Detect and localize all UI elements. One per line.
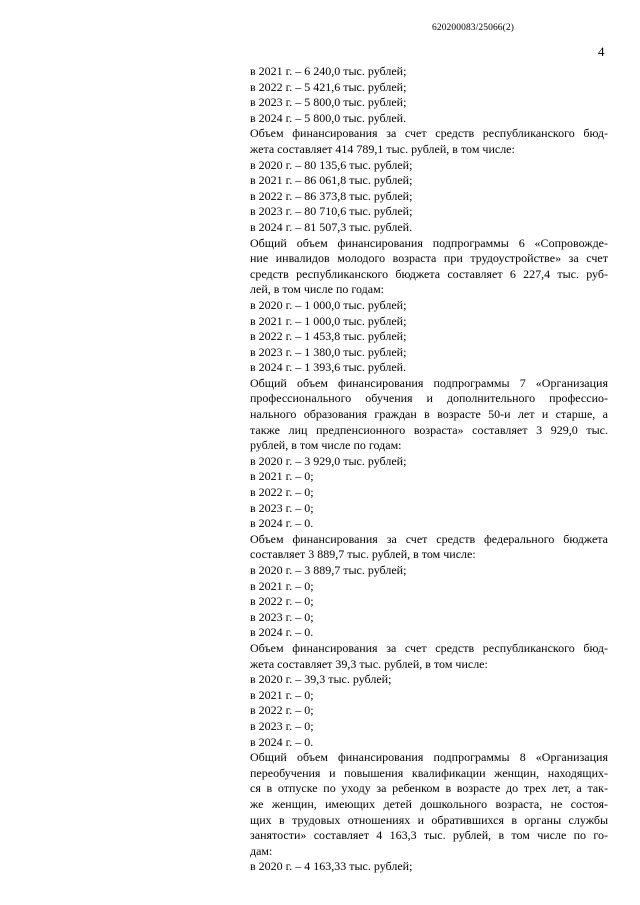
text-line: Объем финансирования за счет средств федерального бюджета bbox=[250, 531, 608, 546]
text-line: средств республиканского бюджета составляет 6 227,4 тыс. руб- bbox=[250, 266, 608, 281]
text-line: Объем финансирования за счет средств республиканского бюд- bbox=[250, 640, 608, 655]
text-line: рублей, в том числе по годам: bbox=[250, 438, 402, 453]
text-line: лей, в том числе по годам: bbox=[250, 282, 385, 297]
text-line: в 2024 г. – 0. bbox=[250, 516, 314, 531]
text-line: в 2020 г. – 39,3 тыс. рублей; bbox=[250, 672, 392, 687]
text-line: в 2020 г. – 80 135,6 тыс. рублей; bbox=[250, 157, 413, 172]
page-number: 4 bbox=[598, 44, 605, 59]
text-line: переобучения и повышения квалификации женщин, находящих- bbox=[250, 765, 608, 780]
text-line: жета составляет 414 789,1 тыс. рублей, в том числе: bbox=[250, 141, 515, 156]
text-line: в 2024 г. – 1 393,6 тыс. рублей. bbox=[250, 360, 407, 375]
text-line: в 2020 г. – 4 163,33 тыс. рублей; bbox=[250, 859, 413, 874]
text-line: в 2020 г. – 3 929,0 тыс. рублей; bbox=[250, 453, 407, 468]
text-line: в 2023 г. – 0; bbox=[250, 500, 314, 515]
text-line: занятости» составляет 4 163,3 тыс. рублей, в том числе по го- bbox=[250, 828, 608, 843]
text-line: в 2020 г. – 1 000,0 тыс. рублей; bbox=[250, 297, 407, 312]
text-line: в 2023 г. – 5 800,0 тыс. рублей; bbox=[250, 95, 407, 110]
text-line: также лиц предпенсионного возраста» составляет 3 929,0 тыс. bbox=[250, 422, 608, 437]
text-line: нального образования граждан в возрасте 50-и лет и старше, а bbox=[250, 407, 608, 422]
text-line: Объем финансирования за счет средств республиканского бюд- bbox=[250, 126, 608, 141]
text-line: дам: bbox=[250, 843, 273, 858]
text-line: в 2023 г. – 1 380,0 тыс. рублей; bbox=[250, 344, 407, 359]
document-id: 620200083/25066(2) bbox=[432, 23, 515, 33]
document-body bbox=[250, 64, 608, 875]
text-line: Общий объем финансирования подпрограммы 7 «Организация bbox=[250, 375, 608, 390]
text-line: в 2024 г. – 5 800,0 тыс. рублей. bbox=[250, 110, 407, 125]
text-line: в 2024 г. – 81 507,3 тыс. рублей. bbox=[250, 219, 413, 234]
text-line: в 2021 г. – 6 240,0 тыс. рублей; bbox=[250, 64, 407, 78]
text-line: в 2024 г. – 0. bbox=[250, 734, 314, 749]
text-line: в 2021 г. – 1 000,0 тыс. рублей; bbox=[250, 313, 407, 328]
text-line: в 2022 г. – 86 373,8 тыс. рублей; bbox=[250, 188, 413, 203]
text-line: ся в отпуске по уходу за ребенком в возрасте до трех лет, а так- bbox=[250, 781, 608, 796]
text-line: щих в трудовых отношениях и обратившихся в органы службы bbox=[250, 812, 608, 827]
text-line: в 2022 г. – 5 421,6 тыс. рублей; bbox=[250, 79, 407, 94]
text-line: в 2022 г. – 0; bbox=[250, 485, 314, 500]
text-line: в 2021 г. – 0; bbox=[250, 687, 314, 702]
text-line: в 2022 г. – 0; bbox=[250, 594, 314, 609]
text-line: Общий объем финансирования подпрограммы 6 «Сопровожде- bbox=[250, 235, 608, 250]
text-line: в 2021 г. – 86 061,8 тыс. рублей; bbox=[250, 173, 413, 188]
text-line: жета составляет 39,3 тыс. рублей, в том числе: bbox=[250, 656, 488, 671]
text-line: в 2023 г. – 0; bbox=[250, 718, 314, 733]
text-line: Общий объем финансирования подпрограммы 8 «Организация bbox=[250, 750, 608, 765]
text-line: же женщин, имеющих детей дошкольного возраста, не состоя- bbox=[250, 796, 608, 811]
text-line: в 2024 г. – 0. bbox=[250, 625, 314, 640]
text-line: в 2022 г. – 1 453,8 тыс. рублей; bbox=[250, 329, 407, 344]
text-line: в 2022 г. – 0; bbox=[250, 703, 314, 718]
text-line: в 2021 г. – 0; bbox=[250, 578, 314, 593]
text-line: ние инвалидов молодого возраста при трудоустройстве» за счет bbox=[250, 251, 608, 266]
text-line: в 2023 г. – 0; bbox=[250, 609, 314, 624]
text-line: в 2023 г. – 80 710,6 тыс. рублей; bbox=[250, 204, 413, 219]
text-line: профессионального обучения и дополнительного профессио- bbox=[250, 391, 608, 406]
text-line: составляет 3 889,7 тыс. рублей, в том числе: bbox=[250, 547, 476, 562]
text-line: в 2021 г. – 0; bbox=[250, 469, 314, 484]
text-line: в 2020 г. – 3 889,7 тыс. рублей; bbox=[250, 563, 407, 577]
